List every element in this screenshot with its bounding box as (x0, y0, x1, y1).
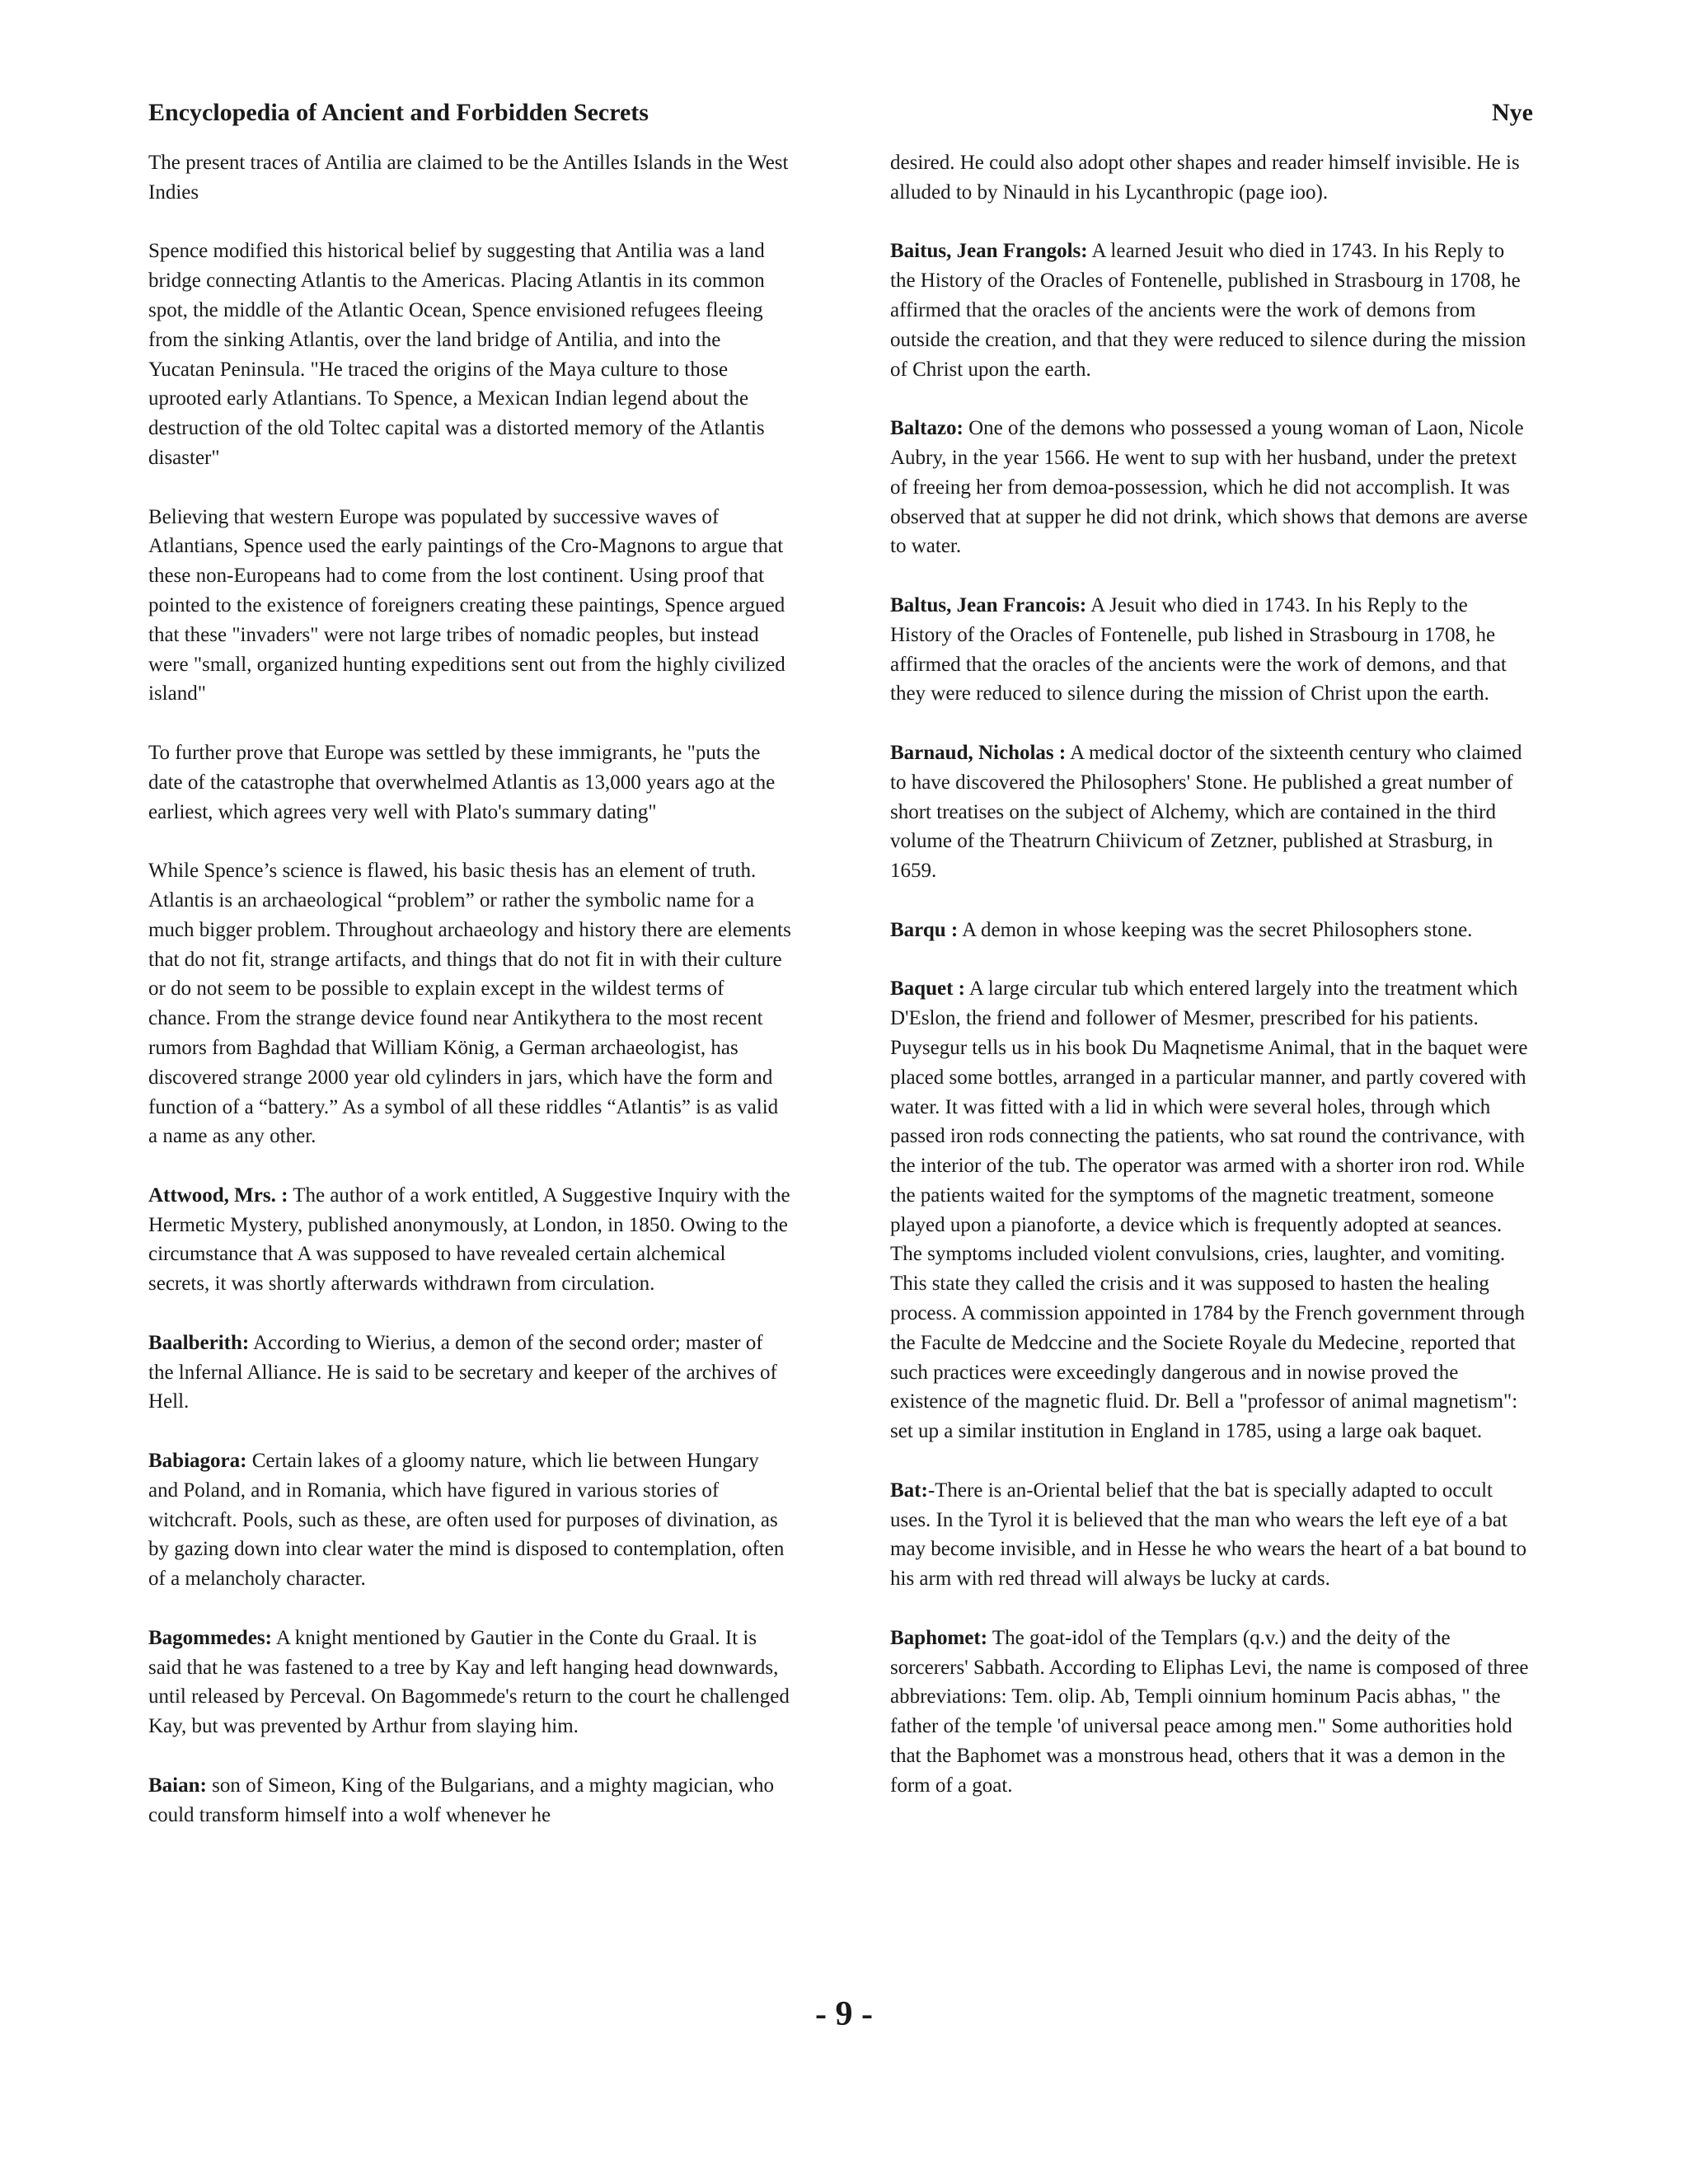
entry-text: A learned Jesuit who died in 1743. In his Reply to the History of the Oracles of Fontenelle, published in Strasbourg in 1708, he affirmed that the oracles of the ancients were the work of demons from outside the creation, and that they were reduced to silence during the mission of Christ upon the earth. (890, 240, 1526, 381)
entry-bagommedes (148, 1624, 791, 1741)
author-name: Nye (1492, 99, 1533, 126)
entry-term: Baltus, Jean Francois: (890, 593, 1087, 616)
entry-term: Baian: (148, 1774, 207, 1797)
entry-term: Baalberith: (148, 1331, 250, 1354)
paragraph: While Spence’s science is flawed, his basic thesis has an element of truth. Atlantis is an archaeological “problem” or rather the symbolic name for a much bigger problem. Throughout archaeology and history there are elements that do not fit, strange artifacts, and things that do not fit in with their culture or do not seem to be possible to explain except in the wildest terms of chance. From the strange device found near Antikythera to the most recent rumors from Baghdad that William König, a German archaeologist, has discovered strange 2000 year old cylinders in jars, which have the form and function of a “battery.” As a symbol of all these riddles “Atlantis” is as valid a name as any other. (148, 860, 791, 1148)
entry-text: One of the demons who possessed a young woman of Laon, Nicole Aubry, in the year 1566. He went to sup with her husband, under the pretext of freeing her from demoa-possession, which he did not accomplish. It was observed that at supper he did not drink, which shows that demons are averse to water. (890, 417, 1528, 558)
entry-text: Certain lakes of a gloomy nature, which lie between Hungary and Poland, and in Romania, which have figured in various stories of witchcraft. Pools, such as these, are often used for purposes of divination, as by gazing down into clear water the mind is disposed to contemplation, often of a melancholy character. (148, 1450, 785, 1591)
paragraph: Believing that western Europe was populated by successive waves of Atlantians, Spence used the early paintings of the Cro-Magnons to argue that these non-Europeans had to come from the lost continent. Using proof that pointed to the existence of foreigners creating these paintings, Spence argued that these "invaders" were not large tribes of nomadic peoples, but instead were "small, organized hunting expeditions sent out from the highly civilized island" (148, 505, 785, 705)
entry-text: According to Wierius, a demon of the second order; master of the lnfernal Alliance. He is said to be secretary and keeper of the archives of Hell. (148, 1331, 777, 1413)
paragraph: desired. He could also adopt other shapes and reader himself invisible. He is alluded to by Ninauld in his Lycanthropic (page ioo). (890, 152, 1520, 204)
entry-text: The goat-idol of the Templars (q.v.) and the deity of the sorcerers' Sabbath. According to Eliphas Levi, the name is composed of three abbreviations: Tem. olip. Ab, Templi oinnium hominum Pacis abhas, " the father of the temple 'of universal peace among men." Some authorities hold that the Baphomet was a monstrous head, others that it was a demon in the form of a goat. (890, 1626, 1529, 1797)
right-column (890, 148, 1533, 1830)
entry-bat (890, 1476, 1533, 1594)
entry-text: A Jesuit who died in 1743. In his Reply to the History of the Oracles of Fontenelle, pub lished in Strasbourg in 1708, he affirmed that the oracles of the ancients were the work of demons, and that they were reduced to silence during the mission of Christ upon the earth. (890, 593, 1507, 705)
entry-term: Bat: (890, 1479, 928, 1502)
entry-text: A demon in whose keeping was the secret Philosophers stone. (958, 918, 1473, 941)
entry-term: Attwood, Mrs. : (148, 1183, 288, 1207)
entry-text: The author of a work entitled, A Suggestive Inquiry with the Hermetic Mystery, published anonymously, at London, in 1850. Owing to the circumstance that A was supposed to have revealed certain alchemical secrets, it was shortly afterwards withdrawn from circulation. (148, 1183, 790, 1296)
entry-term: Bagommedes: (148, 1626, 272, 1649)
entry-term: Barqu : (890, 918, 959, 941)
entry-baian (148, 1771, 791, 1830)
paragraph: The present traces of Antilia are claimed to be the Antilles Islands in the West Indies (148, 152, 789, 204)
entry-term: Baitus, Jean Frangols: (890, 240, 1088, 263)
entry-baquet (890, 974, 1533, 1446)
entry-attwood (148, 1181, 791, 1299)
entry-baltazo (890, 414, 1533, 561)
entry-text: son of Simeon, King of the Bulgarians, and a mighty magician, who could transform himself into a wolf whenever he (148, 1774, 774, 1826)
entry-baphomet (890, 1624, 1533, 1801)
page-header (148, 99, 1533, 127)
paragraph: Spence modified this historical belief by suggesting that Antilia was a land bridge connecting Atlantis to the Americas. Placing Atlantis in its common spot, the middle of the Atlantic Ocean, Spence envisioned refugees fleeing from the sinking Atlantis, over the land bridge of Antilia, and into the Yucatan Peninsula. "He traced the origins of the Maya culture to those uprooted early Atlantians. To Spence, a Mexican Indian legend about the destruction of the old Toltec capital was a distorted memory of the Atlantis disaster" (148, 240, 765, 469)
entry-term: Baphomet: (890, 1626, 988, 1649)
entry-term: Baltazo: (890, 417, 964, 440)
entry-term: Barnaud, Nicholas : (890, 741, 1067, 764)
entry-text: -There is an-Oriental belief that the bat is specially adapted to occult uses. In the Tyrol it is believed that the man who wears the left eye of a bat may become invisible, and in Hesse he who wears the heart of a bat bound to his arm with red thread will always be lucky at cards. (890, 1479, 1526, 1591)
entry-barqu (890, 916, 1533, 945)
page-number: - 9 - (815, 1995, 873, 2033)
entry-term: Baquet : (890, 977, 965, 1001)
entry-text: A large circular tub which entered largely into the treatment which D'Eslon, the friend and follower of Mesmer, prescribed for his patients. Puysegur tells us in his book Du Maqnetisme Animal, that in the baquet were placed some bottles, arranged in a particular manner, and partly covered with water. It was fitted with a lid in which were several holes, through which passed iron rods connecting the patients, who sat round the contrivance, with the interior of the tub. The operator was armed with a shorter iron rod. While the patients waited for the symptoms of the magnetic treatment, someone played upon a pianoforte, a device which is frequently adopted at seances. The symptoms included violent convulsions, cries, laughter, and vomiting. This state they called the crisis and it was supposed to hasten the healing process. A commission appointed in 1784 by the French government through the Faculte de Medccine and the Societe Royale du Medecine¸ reported that such practices were exceedingly dangerous and in nowise proved the existence of the magnetic fluid. Dr. Bell a "professor of animal magnetism": set up a similar institution in England in 1785, using a large oak baquet. (890, 977, 1528, 1443)
left-column (148, 148, 791, 1859)
entry-baitus (890, 237, 1533, 384)
entry-baltus (890, 591, 1533, 709)
entry-baalberith (148, 1329, 791, 1417)
entry-term: Babiagora: (148, 1450, 247, 1473)
entry-text: A medical doctor of the sixteenth century who claimed to have discovered the Philosophers' Stone. He published a great number of short treatises on the subject of Alchemy, which are contained in the third volume of the Theatrurn Chiivicum of Zetzner, published at Strasburg, in 1659. (890, 741, 1522, 883)
entry-babiagora (148, 1446, 791, 1594)
book-title: Encyclopedia of Ancient and Forbidden Secrets (148, 99, 649, 126)
paragraph: To further prove that Europe was settled by these immigrants, he "puts the date of the catastrophe that overwhelmed Atlantis as 13,000 years ago at the earliest, which agrees very well with Plato's summary dating" (148, 741, 776, 823)
entry-barnaud (890, 738, 1533, 886)
entry-text: A knight mentioned by Gautier in the Conte du Graal. It is said that he was fastened to a tree by Kay and left hanging head downwards, until released by Perceval. On Bagommede's return to the court he challenged Kay, but was prevented by Arthur from slaying him. (148, 1626, 790, 1738)
